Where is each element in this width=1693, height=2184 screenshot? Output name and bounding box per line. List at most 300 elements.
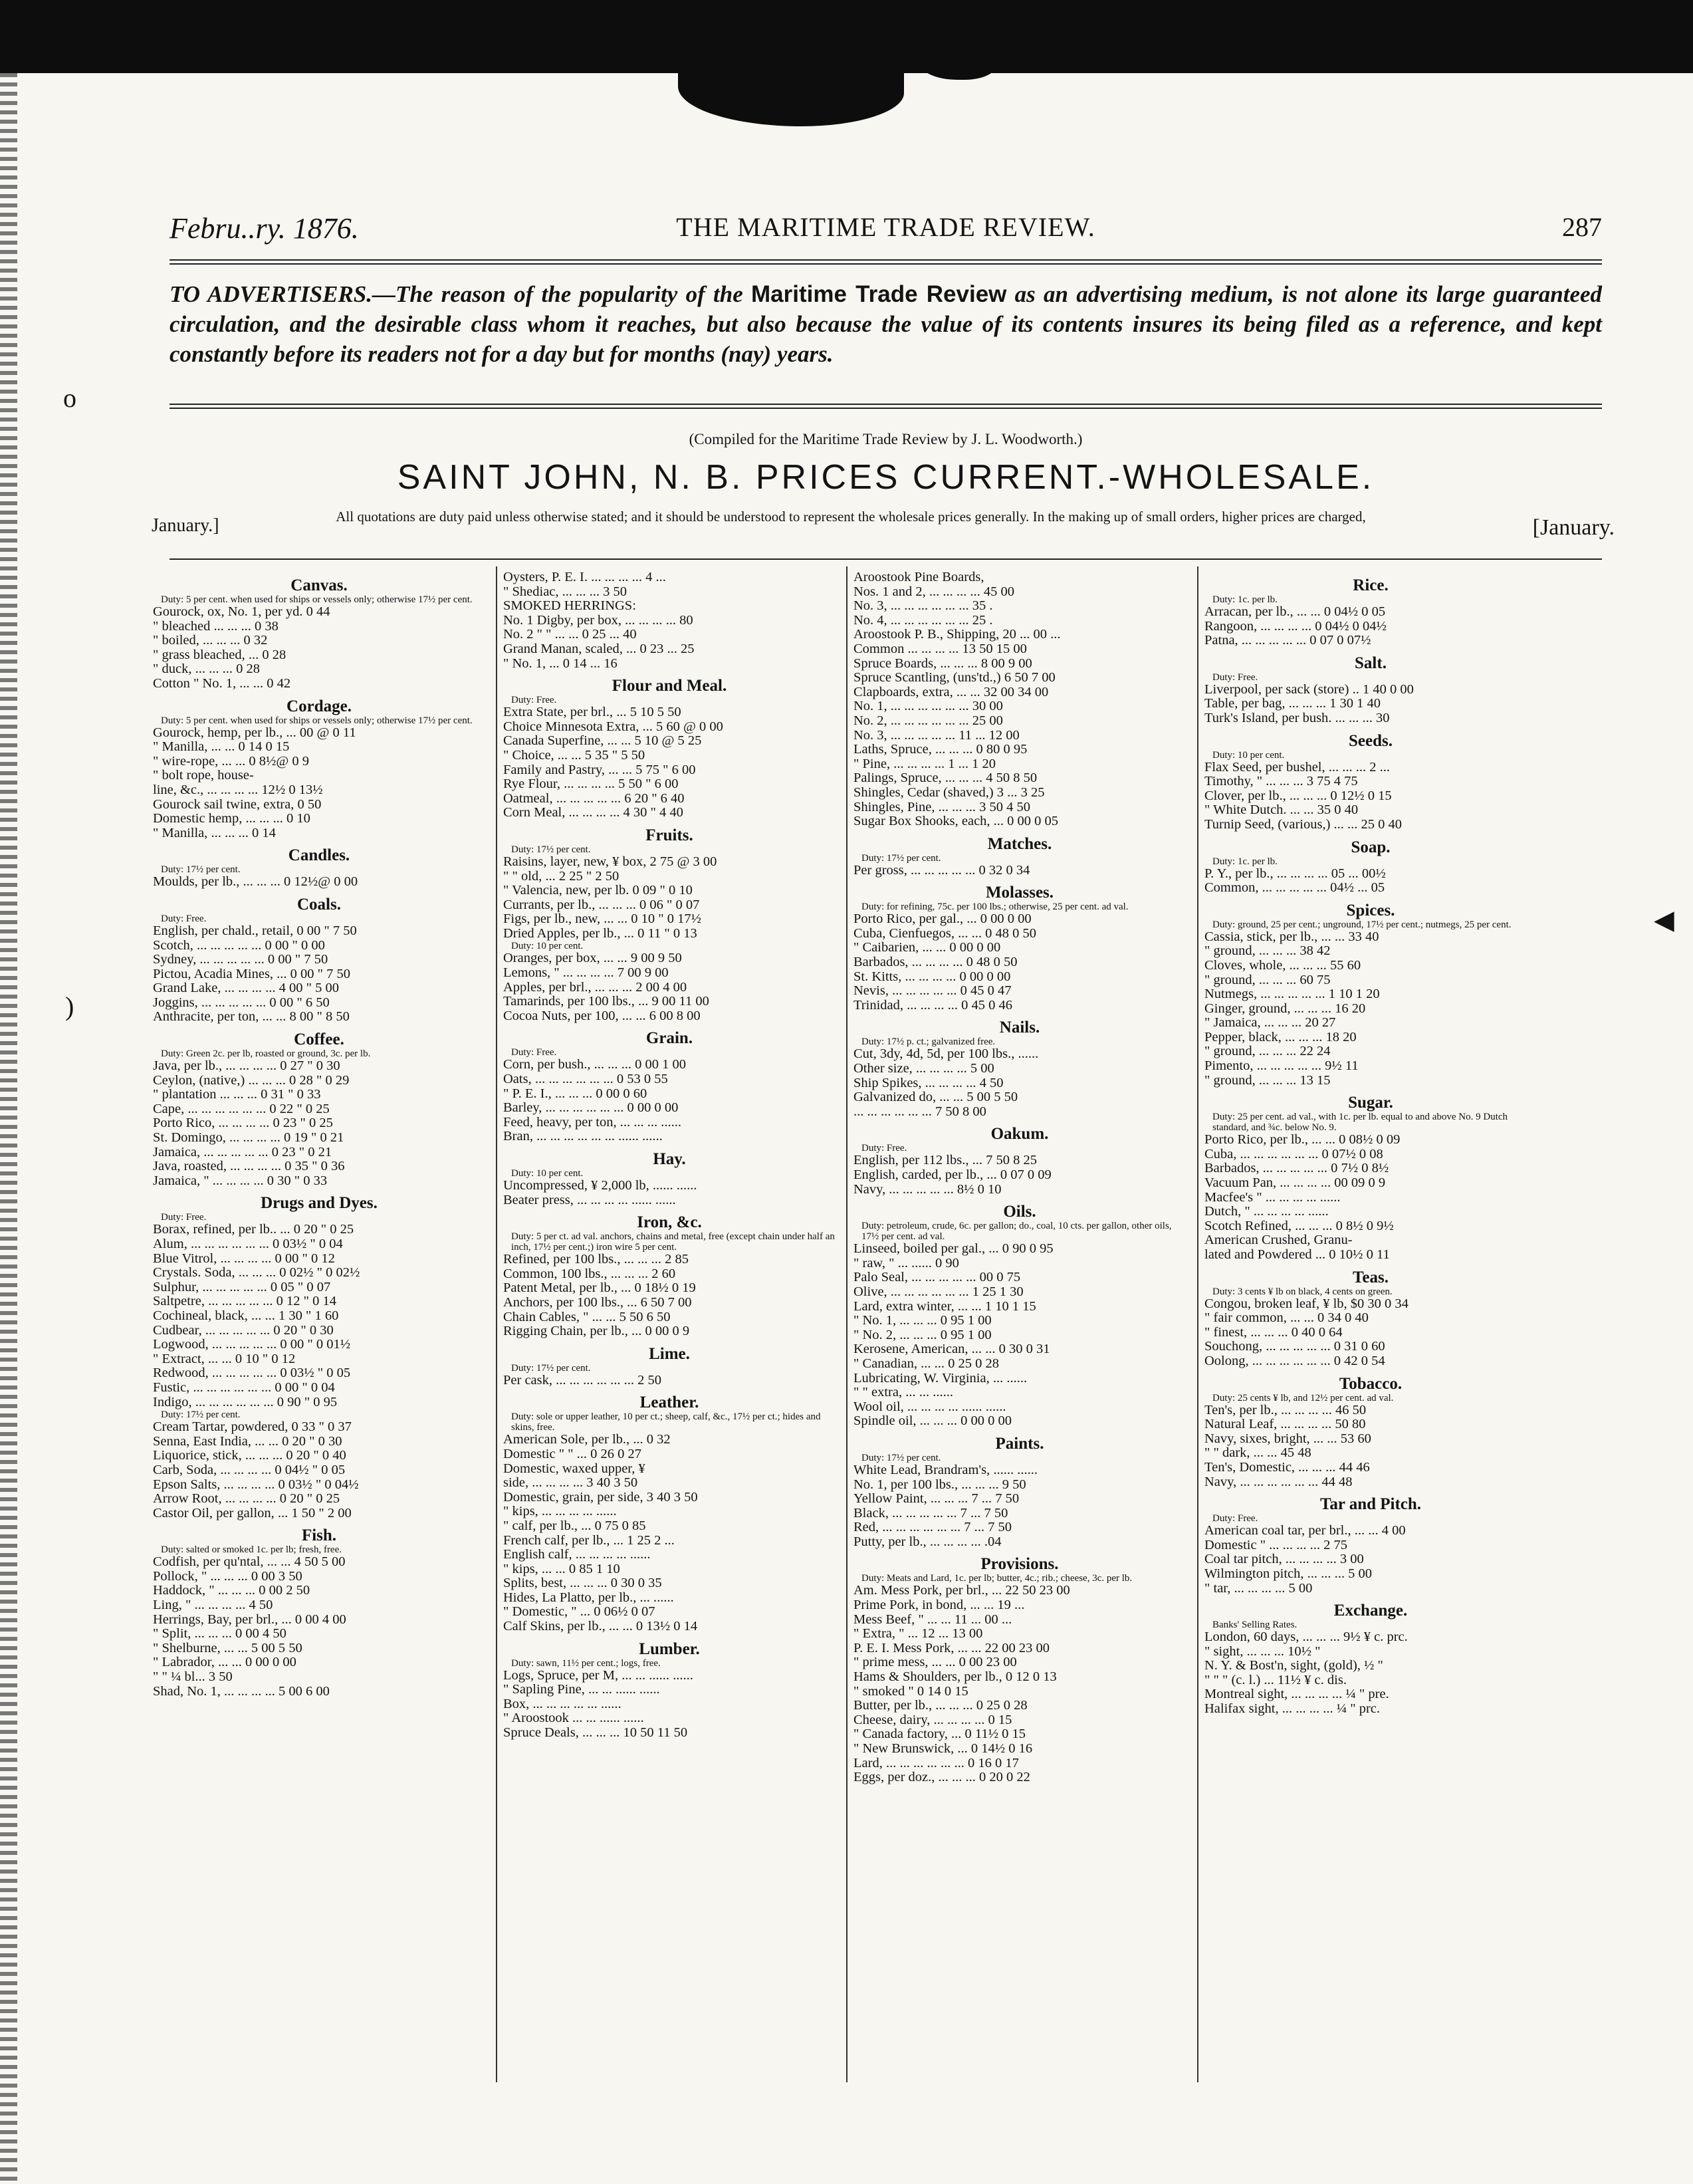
section-heading: Coals. [297,895,341,913]
section-heading: Molasses. [985,884,1054,902]
section-heading: Candles. [288,846,350,865]
price-line: Grand Manan, scaled, ... 0 23 ... 25 [503,642,695,656]
duty-note: Duty: 25 cents ¥ lb, and 12½ per cent. ad val. [1212,1392,1394,1403]
price-line: Scotch, ... ... ... ... ... 0 00 " 0 00 [153,938,325,953]
advertisers-notice [169,279,1602,369]
price-line: Porto Rico, per lb., ... ... 0 08½ 0 09 [1204,1133,1401,1148]
price-line: " grass bleached, ... 0 28 [153,648,286,662]
price-line: Currants, per lb., ... ... ... 0 06 " 0 07 [503,898,700,912]
price-line: Blue Vitrol, ... ... ... ... 0 00 " 0 12 [153,1251,335,1266]
duty-note: Duty: 5 per cent. when used for ships or vessels only; otherwise 17½ per cent. [161,715,473,726]
price-line: Domestic " " ... 0 26 0 27 [503,1447,642,1461]
price-line: Cape, ... ... ... ... ... ... 0 22 " 0 25 [153,1102,330,1116]
price-line: Herrings, Bay, per brl., ... 0 00 4 00 [153,1612,346,1627]
price-line: Oysters, P. E. I. ... ... ... ... 4 ... [503,570,666,584]
price-line: Porto Rico, ... ... ... ... 0 23 " 0 25 [153,1116,333,1131]
price-line: " Domestic, " ... 0 06½ 0 07 [503,1605,655,1620]
price-line: Cuba, Cienfuegos, ... ... 0 48 0 50 [853,926,1037,941]
section-heading: Paints. [995,1434,1044,1453]
price-line: " Canadian, ... ... 0 25 0 28 [853,1356,1000,1371]
price-line: No. 1 Digby, per box, ... ... ... ... 80 [503,613,693,628]
price-line: " New Brunswick, ... 0 14½ 0 16 [853,1742,1033,1756]
section-heading: Provisions. [980,1555,1059,1574]
column-divider [1197,566,1198,2082]
price-line: Refined, per 100 lbs., ... ... ... 2 85 [503,1253,689,1267]
price-line: Cloves, whole, ... ... ... 55 60 [1204,958,1361,973]
duty-note: Duty: 17½ per cent. [511,1362,591,1374]
price-column-3 [853,570,1186,2080]
price-line: " Jamaica, ... ... ... 20 27 [1204,1016,1336,1031]
notice-rule [169,404,1602,405]
price-line: Palo Seal, ... ... ... ... ... 00 0 75 [853,1271,1021,1285]
price-line: Cotton " No. 1, ... ... 0 42 [153,676,291,691]
duty-note: Duty: 1c. per lb. [1212,594,1278,605]
duty-note: Duty: Free. [1212,671,1258,683]
duty-note: Duty: 10 per cent. [511,941,584,952]
price-line: English, per 112 lbs., ... 7 50 8 25 [853,1153,1037,1168]
price-line: Clapboards, extra, ... ... 32 00 34 00 [853,685,1049,699]
price-line: Black, ... ... ... ... ... 7 ... 7 50 [853,1506,1008,1520]
price-line: White Lead, Brandram's, ...... ...... [853,1463,1038,1477]
price-line: No. 3, ... ... ... ... ... ... 35 . [853,599,993,614]
price-line: " raw, " ... ...... 0 90 [853,1256,959,1271]
duty-note: Duty: 17½ per cent. [861,1452,941,1463]
price-line: Logwood, ... ... ... ... ... 0 00 " 0 01½ [153,1338,351,1352]
price-line: " kips, ... ... ... ... ...... [503,1505,617,1519]
price-line: English calf, ... ... ... ... ...... [503,1548,651,1562]
section-heading: Tar and Pitch. [1319,1495,1422,1514]
price-line: " Pine, ... ... ... ... 1 ... 1 20 [853,757,996,771]
section-heading: Matches. [987,834,1052,853]
price-line: Sydney, ... ... ... ... ... 0 00 " 7 50 [153,953,328,967]
price-line: Palings, Spruce, ... ... ... 4 50 8 50 [853,771,1038,786]
price-line: Oolong, ... ... ... ... ... ... 0 42 0 54 [1204,1354,1385,1368]
price-line: Jamaica, ... ... ... ... ... 0 23 " 0 21 [153,1145,332,1159]
price-column-4 [1204,570,1537,2080]
price-line: " Canada factory, ... 0 11½ 0 15 [853,1727,1026,1742]
price-line: Saltpetre, ... ... ... ... ... 0 12 " 0 14 [153,1294,336,1309]
price-line: Common ... ... ... ... 13 50 15 00 [853,642,1027,656]
price-line: Oats, ... ... ... ... ... ... 0 53 0 55 [503,1072,668,1087]
price-line: Montreal sight, ... ... ... ... ¼ " pre. [1204,1687,1389,1702]
duty-note: Duty: Free. [511,695,557,706]
scan-damage-stain-small [917,40,997,80]
duty-note: Duty: salted or smoked 1c. per lb; fresh, free. [161,1544,342,1556]
price-line: Epson Salts, ... ... ... ... 0 03½ " 0 04½ [153,1477,359,1492]
price-line: Haddock, " ... ... ... 0 00 2 50 [153,1584,310,1598]
price-line: Navy, ... ... ... ... ... 8½ 0 10 [853,1182,1002,1197]
price-line: Spruce Deals, ... ... ... 10 50 11 50 [503,1726,688,1741]
price-line: Shad, No. 1, ... ... ... ... 5 00 6 00 [153,1684,330,1699]
price-line: Crystals. Soda, ... ... ... 0 02½ " 0 02½ [153,1266,360,1280]
price-line: Bran, ... ... ... ... ... ... ...... ...... [503,1130,663,1144]
price-line: Sugar Box Shooks, each, ... 0 00 0 05 [853,814,1059,829]
price-line: Rigging Chain, per lb., ... 0 00 0 9 [503,1324,690,1339]
price-line: P. E. I. Mess Pork, ... ... 22 00 23 00 [853,1641,1050,1655]
page-number: 287 [1562,212,1602,242]
duty-note: Duty: Free. [511,1047,557,1058]
price-line: Cocoa Nuts, per 100, ... ... 6 00 8 00 [503,1009,701,1023]
section-heading: Tobacco. [1339,1374,1403,1393]
price-line: " No. 1, ... ... ... 0 95 1 00 [853,1314,992,1328]
price-line: Shingles, Cedar (shaved,) 3 ... 3 25 [853,785,1045,800]
price-line: line, &c., ... ... ... ... 12½ 0 13½ [153,783,323,797]
duty-note: Duty: sawn, 11½ per cent.; logs, free. [511,1657,661,1669]
price-line: American coal tar, per brl., ... ... 4 00 [1204,1524,1406,1538]
column-divider [496,566,497,2082]
duty-note: Duty: 10 per cent. [1212,749,1285,761]
price-line: Domestic " ... ... ... ... 2 75 [1204,1538,1348,1552]
price-line: " ground, ... ... ... 60 75 [1204,973,1331,987]
price-line: Dutch, " ... ... ... ... ...... [1204,1205,1329,1219]
price-line: Patent Metal, per lb., ... 0 18½ 0 19 [503,1281,696,1296]
price-line: Navy, ... ... ... ... ... ... 44 48 [1204,1475,1353,1489]
price-line: " Shelburne, ... ... 5 00 5 50 [153,1641,302,1655]
price-line: Scotch Refined, ... ... ... 0 8½ 0 9½ [1204,1219,1394,1233]
advertisers-notice-body: as an advertising medium, is not alone its large guaranteed circulation, and the desirable class whom it reaches, but also because the value of its contents insures its being filed as a reference, and kept constantly before its readers not for a day but for months (nay) years. [169,281,1603,367]
price-line: P. Y., per lb., ... ... ... ... 05 ... 00½ [1204,866,1386,881]
section-heading: Grain. [645,1029,693,1048]
price-line: Domestic, waxed upper, ¥ [503,1461,645,1476]
price-line: " Split, ... ... ... 0 00 4 50 [153,1627,286,1641]
price-line: " finest, ... ... ... 0 40 0 64 [1204,1325,1343,1340]
price-line: Nevis, ... ... ... ... ... 0 45 0 47 [853,984,1012,999]
price-line: Calf Skins, per lb., ... ... 0 13½ 0 14 [503,1620,698,1634]
scan-damage-stain [678,53,904,126]
price-line: Pepper, black, ... ... ... 18 20 [1204,1030,1357,1044]
price-line: No. 2 " " ... ... 0 25 ... 40 [503,628,637,642]
price-line: Lubricating, W. Virginia, ... ...... [853,1371,1028,1386]
price-line: " No. 2, ... ... ... 0 95 1 00 [853,1328,992,1342]
price-line: Lard, extra winter, ... ... 1 10 1 15 [853,1299,1036,1314]
price-line: Laths, Spruce, ... ... ... 0 80 0 95 [853,743,1028,757]
duty-note: Duty: 1c. per lb. [1212,856,1278,867]
price-line: Spindle oil, ... ... ... 0 00 0 00 [853,1414,1012,1429]
price-line: Arrow Root, ... ... ... ... 0 20 " 0 25 [153,1492,340,1507]
price-line: Ten's, Domestic, ... ... ... 44 46 [1204,1460,1370,1475]
price-line: Tamarinds, per 100 lbs., ... 9 00 11 00 [503,995,709,1009]
section-heading: Salt. [1355,654,1387,672]
price-line: Red, ... ... ... ... ... ... 7 ... 7 50 [853,1520,1012,1535]
price-line: Liquorice, stick, ... ... ... 0 20 " 0 40 [153,1449,346,1463]
running-header [169,211,1602,245]
price-line: Butter, per lb., ... ... ... 0 25 0 28 [853,1699,1028,1713]
price-line: Wool oil, ... ... ... ... ...... ...... [853,1399,1006,1414]
price-line: Raisins, layer, new, ¥ box, 2 75 @ 3 00 [503,854,717,869]
price-line: " P. E. I., ... ... ... 0 00 0 60 [503,1086,647,1101]
price-line: Ling, " ... ... ... ... 4 50 [153,1598,273,1613]
price-line: Hides, La Platto, per lb., ... ...... [503,1590,674,1605]
price-line: " kips, ... ... 0 85 1 10 [503,1562,620,1576]
price-line: " ground, ... ... ... 13 15 [1204,1073,1331,1088]
price-line: side, ... ... ... ... 3 40 3 50 [503,1476,638,1491]
price-line: Nos. 1 and 2, ... ... ... ... 45 00 [853,584,1015,599]
price-line: Ten's, per lb., ... ... ... ... 46 50 [1204,1403,1367,1417]
duty-note: Duty: 10 per cent. [511,1168,584,1179]
price-line: " ground, ... ... ... 22 24 [1204,1044,1331,1059]
price-line: " duck, ... ... ... 0 28 [153,662,260,677]
price-line: Cochineal, black, ... ... 1 30 " 1 60 [153,1308,339,1323]
price-line: Uncompressed, ¥ 2,000 lb, ...... ...... [503,1179,697,1193]
section-heading: Lumber. [639,1639,700,1658]
price-line: Yellow Paint, ... ... ... 7 ... 7 50 [853,1492,1020,1507]
price-line: Oranges, per box, ... ... 9 00 9 50 [503,951,682,966]
price-line: Cut, 3dy, 4d, 5d, per 100 lbs., ...... [853,1047,1039,1062]
price-line: ... ... ... ... ... ... 7 50 8 00 [853,1104,986,1119]
price-line: Cheese, dairy, ... ... ... ... 0 15 [853,1713,1012,1727]
margin-mark: ◀ [1654,905,1674,935]
column-divider [846,566,847,2082]
duty-note: Duty: for refining, 75c. per 100 lbs.; otherwise, 25 per cent. ad val. [861,902,1129,913]
price-line: London, 60 days, ... ... ... 9½ ¥ c. prc. [1204,1630,1408,1645]
price-line: Borax, refined, per lb.. ... 0 20 " 0 25 [153,1223,354,1237]
price-line: Eggs, per doz., ... ... ... 0 20 0 22 [853,1770,1030,1785]
section-heading: Drugs and Dyes. [261,1194,378,1213]
price-line: " Aroostook ... ... ...... ...... [503,1711,644,1726]
price-line: Coal tar pitch, ... ... ... ... 3 00 [1204,1552,1364,1567]
price-line: Extra State, per brl., ... 5 10 5 50 [503,705,681,720]
duty-note: Duty: 5 per ct. ad val. anchors, chains and metal, free (except chain under half an inch, 17½ per cent.;) iron wire 5 per cent. [511,1231,835,1253]
price-line: Ceylon, (native,) ... ... ... 0 28 " 0 29 [153,1073,350,1088]
month-left: January.] [152,515,219,536]
section-heading: Seeds. [1349,731,1393,750]
price-line: Codfish, per qu'ntal, ... ... 4 50 5 00 [153,1555,346,1570]
advertisers-notice-lead: TO ADVERTISERS.—The reason of the popularity of the [169,281,743,307]
prices-current-title: SAINT JOHN, N. B. PRICES CURRENT.-WHOLESALE. [397,458,1375,497]
price-line: Turnip Seed, (various,) ... ... 25 0 40 [1204,817,1403,832]
price-line: Oatmeal, ... ... ... ... ... 6 20 " 6 40 [503,791,685,806]
price-line: Indigo, ... ... ... ... ... ... 0 90 " 0 95 [153,1395,338,1409]
section-heading: Nails. [999,1019,1040,1037]
margin-mark: o [63,383,76,413]
price-line: N. Y. & Bost'n, sight, (gold), ½ " [1204,1659,1383,1673]
scan-damage-top-right [1290,20,1675,60]
advertisers-notice-brand: Maritime Trade Review [751,281,1007,307]
price-line: Spruce Scantling, (uns'td.,) 6 50 7 00 [853,671,1056,685]
price-line: " smoked " 0 14 0 15 [853,1684,968,1699]
price-line: Family and Pastry, ... ... 5 75 " 6 00 [503,763,696,777]
header-rule-double [169,263,1602,265]
price-column-1 [153,570,485,2080]
price-line: Clover, per lb., ... ... ... 0 12½ 0 15 [1204,789,1392,803]
price-line: Vacuum Pan, ... ... ... ... 00 09 0 9 [1204,1176,1386,1191]
price-line: Cudbear, ... ... ... ... ... 0 20 " 0 30 [153,1323,334,1338]
price-line: American Crushed, Granu- [1204,1233,1353,1248]
price-line: Alum, ... ... ... ... ... ... 0 03½ " 0 04 [153,1237,343,1251]
price-line: Cream Tartar, powdered, 0 33 " 0 37 [153,1420,352,1435]
price-line: " Manilla, ... ... ... 0 14 [153,826,276,840]
price-line: Ship Spikes, ... ... ... ... 4 50 [853,1076,1004,1090]
price-line: Kerosene, American, ... ... 0 30 0 31 [853,1342,1050,1357]
price-line: " wire-rope, ... ... 0 8½@ 0 9 [153,754,310,769]
price-line: Lard, ... ... ... ... ... ... 0 16 0 17 [853,1756,1019,1770]
price-line: Hams & Shoulders, per lb., 0 12 0 13 [853,1670,1057,1685]
price-line: Spruce Boards, ... ... ... 8 00 9 00 [853,656,1032,671]
price-line: No. 2, ... ... ... ... ... ... 25 00 [853,713,1003,728]
section-heading: Hay. [653,1150,686,1168]
duty-note: Duty: 17½ p. ct.; galvanized free. [861,1036,996,1048]
price-line: Linseed, boiled per gal., ... 0 90 0 95 [853,1242,1054,1257]
price-line: Souchong, ... ... ... ... ... 0 31 0 60 [1204,1340,1385,1354]
price-line: Sulphur, ... ... ... ... ... 0 05 " 0 07 [153,1280,331,1294]
price-line: Joggins, ... ... ... ... ... 0 00 " 6 50 [153,995,330,1010]
price-line: Domestic hemp, ... ... ... 0 10 [153,812,310,826]
duty-note: Duty: 3 cents ¥ lb on black, 4 cents on green. [1212,1286,1393,1297]
price-line: " Manilla, ... ... 0 14 0 15 [153,740,290,755]
price-line: St. Domingo, ... ... ... ... 0 19 " 0 21 [153,1131,344,1146]
price-line: " sight, ... ... ... 10½ " [1204,1644,1321,1659]
price-line: " Extra, " ... 12 ... 13 00 [853,1627,983,1641]
duty-note: Duty: Free. [161,1212,207,1223]
price-line: Olive, ... ... ... ... ... ... 1 25 1 30 [853,1284,1024,1299]
price-line: Anthracite, per ton, ... ... 8 00 " 8 50 [153,1010,350,1025]
compiled-by-note: (Compiled for the Maritime Trade Review by J. L. Woodworth.) [689,431,1083,447]
section-heading: Leather. [639,1394,699,1412]
price-line: " White Dutch. ... ... 35 0 40 [1204,803,1359,818]
table-top-rule [169,558,1602,560]
price-line: St. Kitts, ... ... ... ... 0 00 0 00 [853,969,1011,984]
price-line: " fair common, ... ... 0 34 0 40 [1204,1311,1369,1326]
duty-note: Duty: ground, 25 per cent.; unground, 17½ per cent.; nutmegs, 25 per cent. [1212,919,1512,930]
price-line: Barbados, ... ... ... ... 0 48 0 50 [853,955,1018,970]
price-line: Choice Minnesota Extra, ... 5 60 @ 0 00 [503,719,723,734]
duty-note: Duty: Green 2c. per lb, roasted or ground, 3c. per lb. [161,1048,371,1060]
section-heading: Canvas. [290,576,348,594]
price-line: Cassia, stick, per lb., ... ... 33 40 [1204,929,1379,944]
duty-note: Banks' Selling Rates. [1212,1620,1298,1631]
price-line: " calf, per lb., ... 0 75 0 85 [503,1518,646,1533]
header-title: THE MARITIME TRADE REVIEW. [676,212,1095,242]
price-line: Dried Apples, per lb., ... 0 11 " 0 13 [503,926,697,941]
price-line: " Sapling Pine, ... ... ...... ...... [503,1683,660,1697]
section-heading: Oakum. [990,1125,1049,1144]
price-line: Gourock, ox, No. 1, per yd. 0 44 [153,605,330,619]
price-line: Redwood, ... ... ... ... ... 0 03½ " 0 05 [153,1366,351,1381]
price-line: Rangoon, ... ... ... ... 0 04½ 0 04½ [1204,619,1387,634]
price-line: " prime mess, ... ... 0 00 23 00 [853,1655,1017,1670]
duty-note: Duty: 5 per cent. when used for ships or vessels only; otherwise 17½ per cent. [161,594,473,605]
price-line: " plantation ... ... ... 0 31 " 0 33 [153,1088,321,1102]
price-line: Flax Seed, per bushel, ... ... ... 2 ... [1204,760,1390,775]
price-line: Common, ... ... ... ... ... 04½ ... 05 [1204,881,1385,896]
duty-note: Duty: Meats and Lard, 1c. per lb; butter, 4c.; rib.; cheese, 3c. per lb. [861,1573,1133,1584]
price-line: Chain Cables, " ... ... 5 50 6 50 [503,1310,671,1324]
price-line: Common, 100 lbs., ... ... ... 2 60 [503,1267,676,1281]
section-heading: Teas. [1353,1268,1389,1286]
duty-note: Duty: 17½ per cent. [161,864,241,876]
price-line: " bleached ... ... ... 0 38 [153,619,279,634]
margin-mark: ) [65,991,74,1021]
price-line: Lemons, " ... ... ... ... 7 00 9 00 [503,966,669,981]
price-line: Porto Rico, per gal., ... 0 00 0 00 [853,912,1032,927]
price-line: Splits, best, ... ... ... 0 30 0 35 [503,1576,662,1591]
price-line: Logs, Spruce, per M, ... ... ...... ...... [503,1668,693,1683]
duty-note: Duty: petroleum, crude, 6c. per gallon; do., coal, 10 cts. per gallon, other oils, 17½ per cent. ad val. [861,1221,1172,1243]
price-line: American Sole, per lb., ... 0 32 [503,1433,671,1447]
price-line: Barbados, ... ... ... ... ... 0 7½ 0 8½ [1204,1161,1389,1176]
quotations-note: All quotations are duty paid unless otherwise stated; and it should be understood to represent the wholesale prices generally. In the making up of small orders, higher prices are charged, [336,509,1366,525]
price-line: Senna, East India, ... ... 0 20 " 0 30 [153,1434,342,1449]
price-line: Pollock, " ... ... ... 0 00 3 50 [153,1569,302,1584]
price-line: Prime Pork, in bond, ... ... 19 ... [853,1598,1025,1613]
duty-note: Duty: Free. [161,913,207,924]
price-line: " Extract, ... ... 0 10 " 0 12 [153,1352,296,1366]
duty-note: Duty: 17½ per cent. [161,1409,241,1421]
section-heading: Coffee. [294,1031,344,1049]
price-line: Moulds, per lb., ... ... ... 0 12½@ 0 00 [153,875,358,890]
price-line: Grand Lake, ... ... ... ... 4 00 " 5 00 [153,981,339,996]
price-line: Castor Oil, per gallon, ... 1 50 " 2 00 [153,1506,352,1520]
price-line: Per cask, ... ... ... ... ... ... 2 50 [503,1373,662,1388]
price-line: SMOKED HERRINGS: [503,599,636,614]
price-line: Macfee's " ... ... ... ... ...... [1204,1190,1341,1205]
price-line: Liverpool, per sack (store) .. 1 40 0 00 [1204,682,1414,697]
price-line: Mess Beef, " ... ... 11 ... 00 ... [853,1612,1012,1627]
duty-note: Duty: 17½ per cent. [861,852,941,864]
section-heading: Cordage. [286,697,352,715]
price-line: Rye Flour, ... ... ... ... 5 50 " 6 00 [503,777,679,792]
price-line: Fustic, ... ... ... ... ... ... 0 00 " 0 04 [153,1380,335,1395]
section-heading: Sugar. [1348,1094,1393,1112]
price-line: Natural Leaf, ... ... ... ... 50 80 [1204,1417,1366,1432]
price-line: French calf, per lb., ... 1 25 2 ... [503,1533,675,1548]
price-line: Domestic, grain, per side, 3 40 3 50 [503,1490,698,1505]
price-line: Feed, heavy, per ton, ... ... ... ...... [503,1115,681,1130]
duty-note: Duty: Free. [861,1143,907,1154]
duty-note: Duty: sole or upper leather, 10 per ct.; sheep, calf, &c., 17½ per ct.; hides and skins, free. [511,1411,821,1433]
price-line: " " old, ... 2 25 " 2 50 [503,869,620,884]
price-line: Anchors, per 100 lbs., ... 6 50 7 00 [503,1295,692,1310]
price-line: " " extra, ... ... ...... [853,1386,953,1400]
price-line: " No. 1, ... 0 14 ... 16 [503,656,618,671]
price-line: No. 3, ... ... ... ... ... 11 ... 12 00 [853,728,1020,743]
duty-note: Duty: 25 per cent. ad val., with 1c. per lb. equal to and above No. 9 Dutch standard, and ¾c. below No. 9. [1212,1112,1508,1134]
section-heading: Soap. [1351,838,1391,856]
price-line: Nutmegs, ... ... ... ... ... 1 10 1 20 [1204,987,1380,1002]
price-line: English, carded, per lb., ... 0 07 0 09 [853,1168,1052,1182]
section-heading: Fish. [301,1526,337,1545]
month-right: [January. [1532,515,1615,540]
price-line: Pimento, ... ... ... ... ... 9½ 11 [1204,1059,1359,1074]
price-line: English, per chald., retail, 0 00 " 7 50 [153,923,357,938]
section-heading: Rice. [1353,576,1389,594]
price-line: Box, ... ... ... ... ... ...... [503,1697,621,1711]
price-line: Galvanized do, ... ... 5 00 5 50 [853,1090,1018,1105]
price-column-2 [503,570,836,2080]
price-line: Ginger, ground, ... ... ... 16 20 [1204,1001,1366,1016]
price-line: Apples, per brl., ... ... ... 2 00 4 00 [503,980,687,995]
price-line: Timothy, " ... ... ... 3 75 4 75 [1204,775,1358,789]
price-line: " tar, ... ... ... ... 5 00 [1204,1581,1313,1596]
price-line: Cuba, ... ... ... ... ... ... 0 07½ 0 08 [1204,1147,1383,1161]
price-line: Figs, per lb., new, ... ... 0 10 " 0 17½ [503,912,702,927]
price-line: " Shediac, ... ... ... 3 50 [503,584,627,599]
price-line: No. 1, ... ... ... ... ... ... 30 00 [853,699,1003,714]
price-line: Putty, per lb., ... ... ... ... .04 [853,1534,1002,1549]
price-line: " " ¼ bl... 3 50 [153,1670,233,1685]
price-line: Pictou, Acadia Mines, ... 0 00 " 7 50 [153,967,351,981]
price-line: Table, per bag, ... ... ... 1 30 1 40 [1204,697,1381,711]
section-heading: Iron, &c. [637,1213,702,1232]
price-line: Trinidad, ... ... ... ... 0 45 0 46 [853,998,1012,1013]
price-line: Arracan, per lb., ... ... 0 04½ 0 05 [1204,605,1386,619]
price-line: " bolt rope, house- [153,769,254,783]
header-date: Febru..ry. 1876. [169,212,359,245]
notice-rule-double [169,408,1602,409]
price-line: " boiled, ... ... ... 0 32 [153,634,268,648]
section-heading: Fruits. [645,826,693,844]
section-heading: Exchange. [1333,1602,1408,1620]
